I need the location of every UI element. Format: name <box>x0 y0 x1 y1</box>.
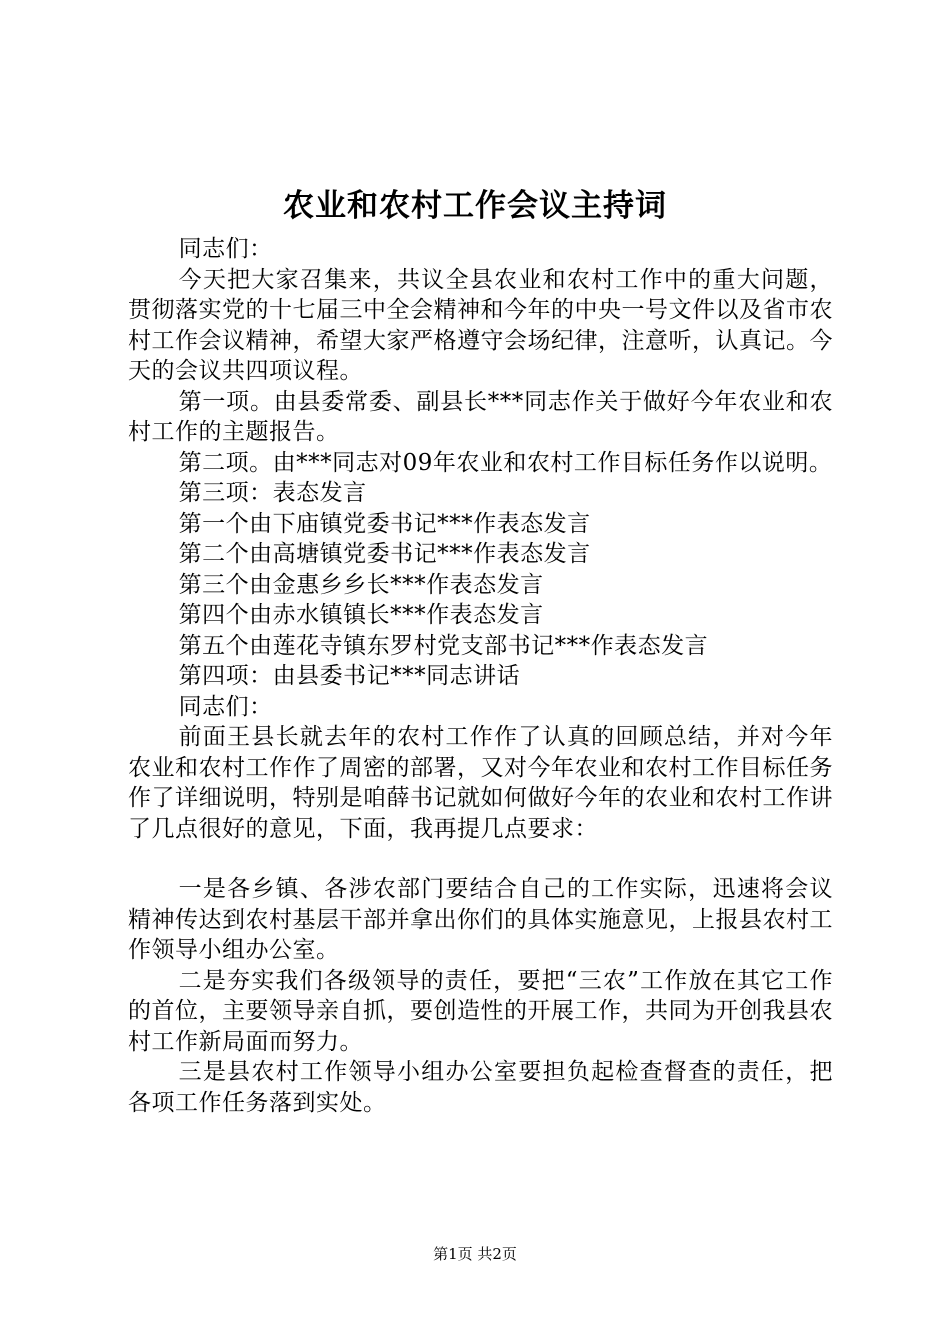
paragraph-agenda-1: 第一项。由县委常委、副县长***同志作关于做好今年农业和农村工作的主题报告。 <box>128 388 833 445</box>
paragraph-salutation: 同志们： <box>178 236 273 262</box>
paragraph-speaker-5: 第五个由莲花寺镇东罗村党支部书记***作表态发言 <box>178 632 709 659</box>
paragraph-summary: 前面王县长就去年的农村工作作了认真的回顾总结，并对今年农业和农村工作作了周密的部署，又对今年农业和农村工作目标任务作了详细说明，特别是咱薛书记就如何做好今年的农业和农村工作讲了几点很好的意见，下面，我再提几点要求： <box>128 724 833 842</box>
paragraph-requirement-3: 三是县农村工作领导小组办公室要担负起检查督查的责任，把各项工作任务落到实处。 <box>128 1059 833 1116</box>
paragraph-speaker-1: 第一个由下庙镇党委书记***作表态发言 <box>178 510 591 537</box>
document-title: 农业和农村工作会议主持词 <box>283 188 667 224</box>
paragraph-requirement-2: 二是夯实我们各级领导的责任，要把“三农”工作放在其它工作的首位，主要领导亲自抓，要创造性的开展工作，共同为开创我县农村工作新局面而努力。 <box>128 967 833 1055</box>
paragraph-requirement-1: 一是各乡镇、各涉农部门要结合自己的工作实际，迅速将会议精神传达到农村基层干部并拿出你们的具体实施意见，上报县农村工作领导小组办公室。 <box>128 876 833 963</box>
paragraph-speaker-2: 第二个由高塘镇党委书记***作表态发言 <box>178 541 591 567</box>
paragraph-agenda-3: 第三项：表态发言 <box>178 480 367 506</box>
document-body <box>128 234 833 1118</box>
paragraph-agenda-2: 第二项。由***同志对09年农业和农村工作目标任务作以说明。 <box>178 449 833 476</box>
paragraph-salutation-2: 同志们： <box>178 693 273 720</box>
paragraph-opening: 今天把大家召集来，共议全县农业和农村工作中的重大问题，贯彻落实党的十七届三中全会精神和今年的中央一号文件以及省市农村工作会议精神，希望大家严格遵守会场纪律，注意听，认真记。今天的会议共四项议程。 <box>128 266 833 384</box>
paragraph-agenda-4: 第四项：由县委书记***同志讲话 <box>178 663 521 689</box>
paragraph-speaker-4: 第四个由赤水镇镇长***作表态发言 <box>178 602 544 628</box>
paragraph-speaker-3: 第三个由金惠乡乡长***作表态发言 <box>178 571 544 598</box>
page-number-footer: 第1页 共2页 <box>433 1245 517 1263</box>
